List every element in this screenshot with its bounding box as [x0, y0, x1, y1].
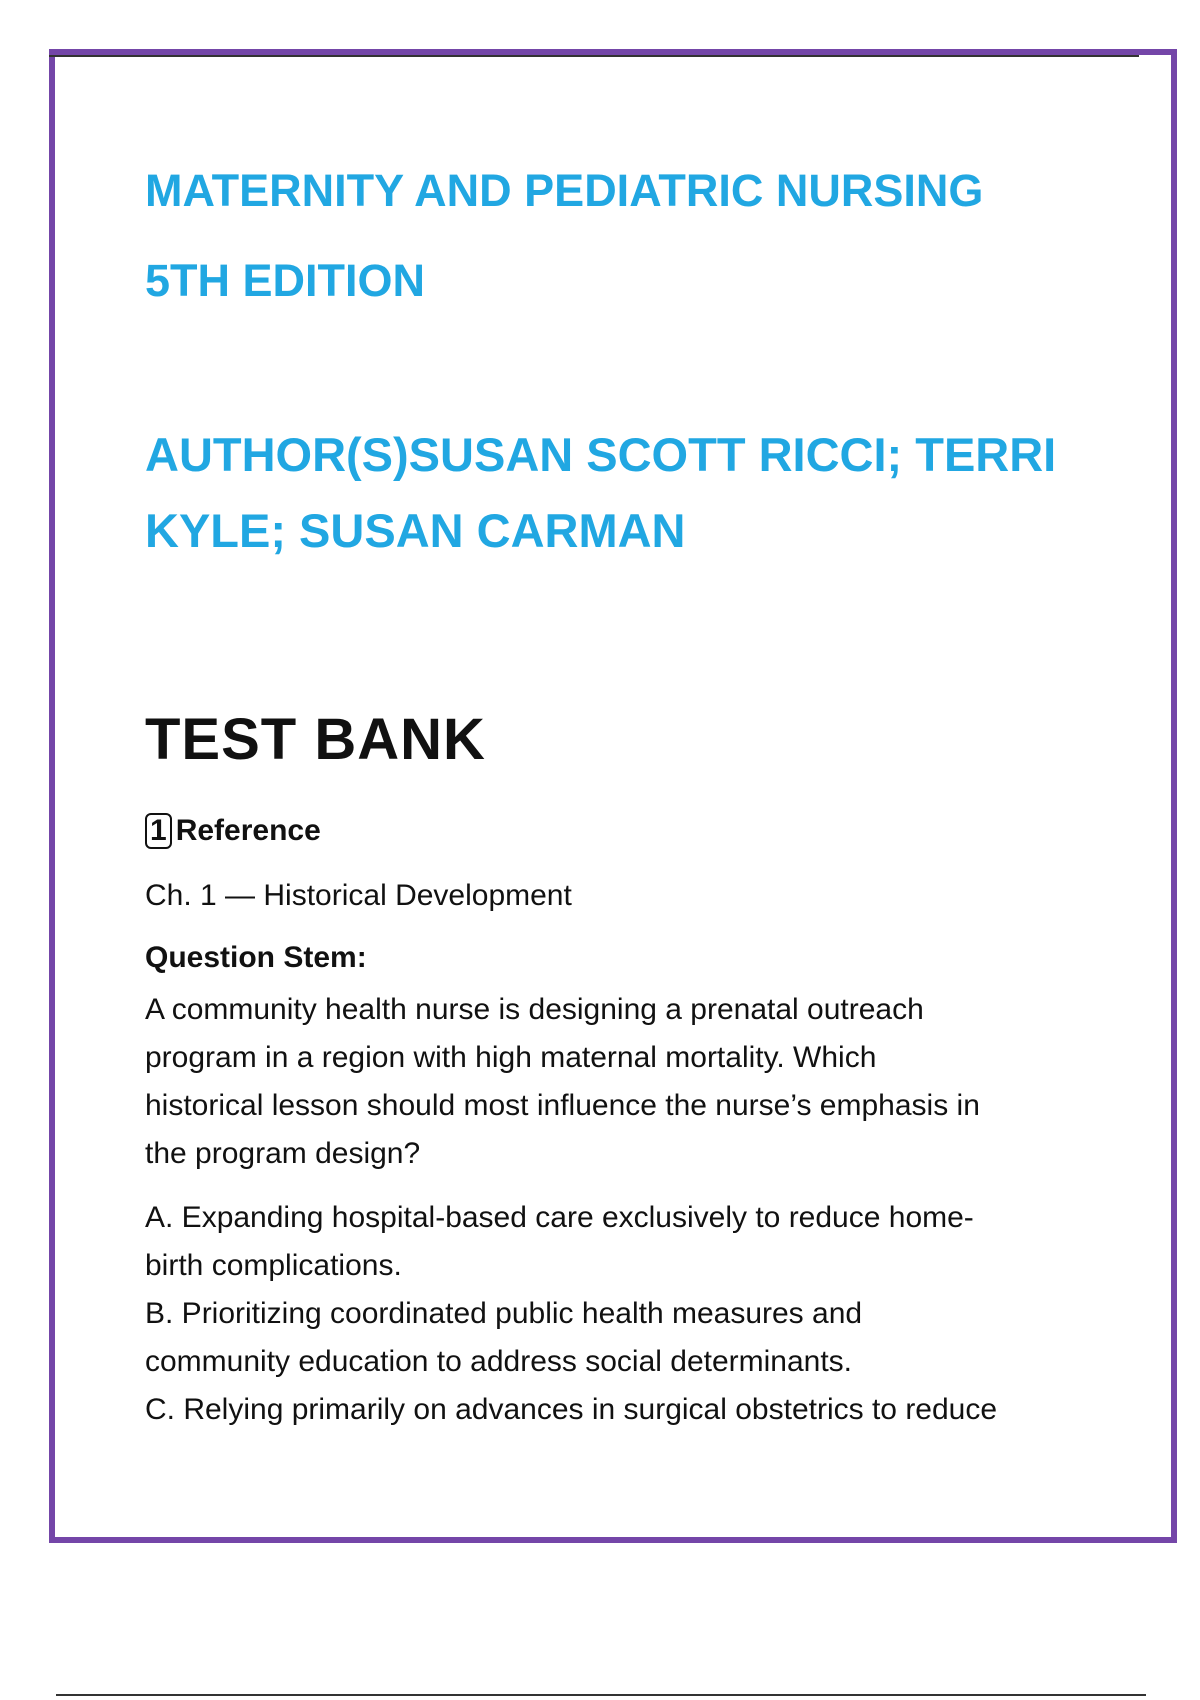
question-stem-text	[145, 986, 1105, 1178]
test-bank-heading: TEST BANK	[145, 707, 486, 772]
frame-top-rule	[49, 55, 1139, 57]
stem-line: the program design?	[145, 1137, 421, 1170]
question-number-box: 1	[145, 813, 172, 849]
option-line: B. Prioritizing coordinated public health measures and	[145, 1297, 863, 1330]
book-edition: 5TH EDITION	[145, 255, 426, 306]
answer-option-b	[145, 1290, 1105, 1386]
reference-line	[145, 812, 321, 850]
page-bottom-rule	[56, 1694, 1146, 1696]
answer-option-a	[145, 1194, 1105, 1290]
stem-line: A community health nurse is designing a prenatal outreach	[145, 993, 924, 1026]
stem-line: program in a region with high maternal mortality. Which	[145, 1041, 877, 1074]
option-line: birth complications.	[145, 1249, 402, 1282]
answer-options	[145, 1194, 1105, 1434]
answer-option-c	[145, 1386, 1105, 1434]
option-line: community education to address social determinants.	[145, 1345, 853, 1378]
chapter-reference: Ch. 1 — Historical Development	[145, 879, 572, 912]
book-title-line1: MATERNITY AND PEDIATRIC NURSING	[145, 165, 984, 216]
book-title	[145, 146, 983, 326]
question-stem-label: Question Stem:	[145, 941, 367, 974]
reference-label: Reference	[175, 814, 321, 847]
option-line: A. Expanding hospital-based care exclusively to reduce home-	[145, 1201, 974, 1234]
authors-line2: KYLE; SUSAN CARMAN	[145, 504, 686, 557]
stem-line: historical lesson should most influence the nurse’s emphasis in	[145, 1089, 980, 1122]
authors-line1: AUTHOR(S)SUSAN SCOTT RICCI; TERRI	[145, 428, 1057, 481]
option-line: C. Relying primarily on advances in surgical obstetrics to reduce	[145, 1393, 998, 1426]
book-authors	[145, 417, 1135, 569]
